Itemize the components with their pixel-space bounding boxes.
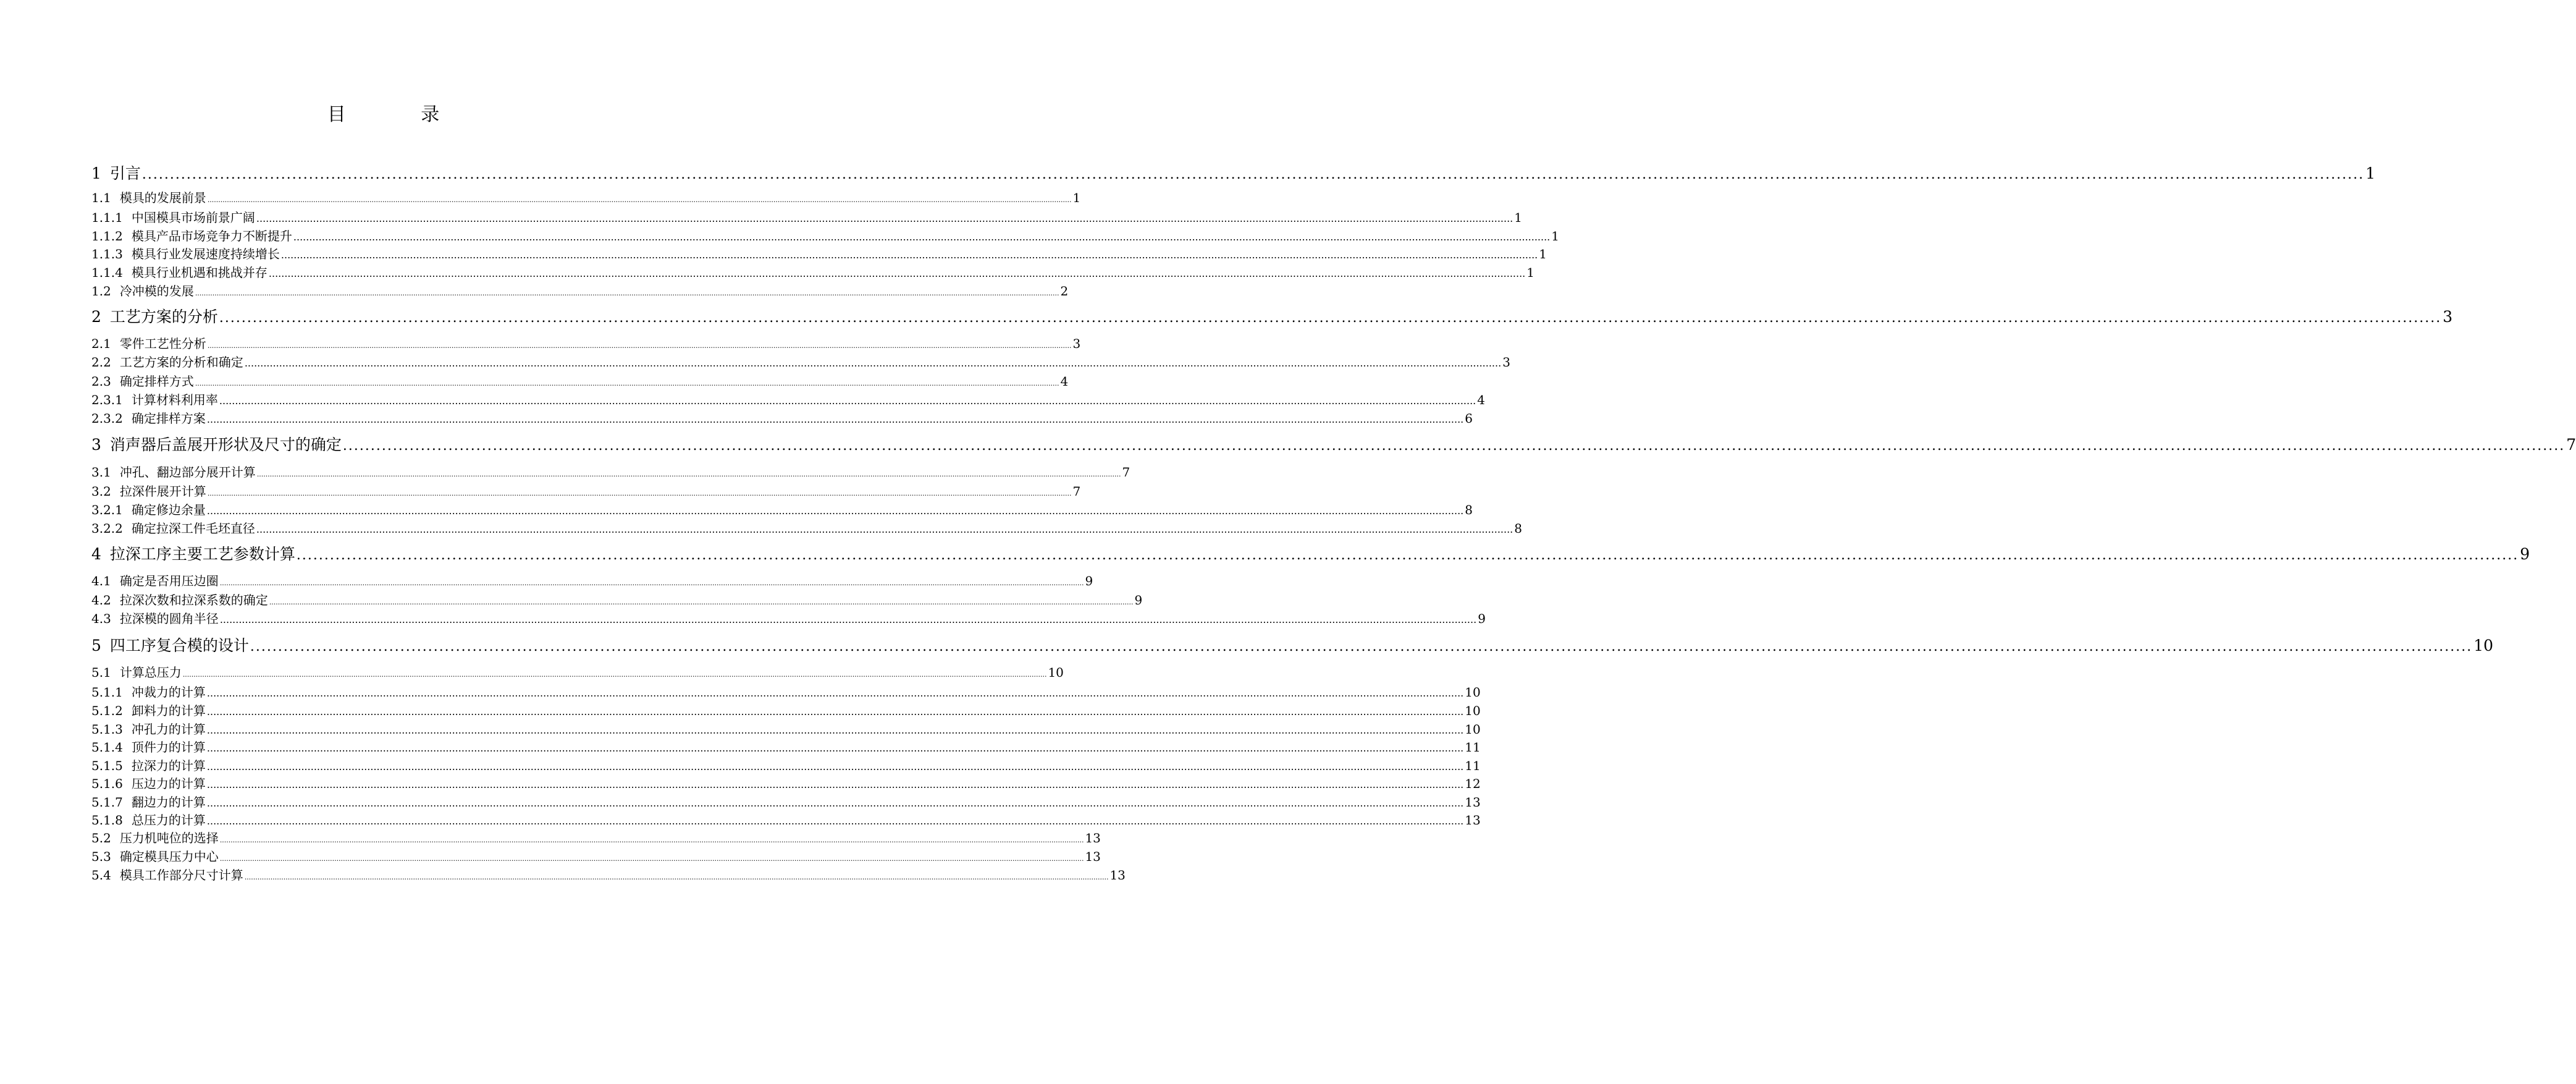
toc-entry[interactable] <box>91 462 1130 480</box>
toc-entry-page: 1 <box>1539 247 1547 261</box>
toc-dot-leader: ................................................................................................................................................................................................................................................................................................................................................................................................................ <box>256 470 1121 478</box>
toc-entry-label: 计算总压力 <box>119 665 182 680</box>
toc-entry-page: 13 <box>1465 813 1481 828</box>
toc-entry-number: 3 <box>91 436 101 454</box>
toc-entry-page: 4 <box>1060 374 1069 389</box>
toc-entry-label: 冲孔、翻边部分展开计算 <box>119 465 256 480</box>
toc-entry-page: 6 <box>1465 411 1473 426</box>
toc-entry-page: 1 <box>1526 265 1534 280</box>
toc-entry[interactable] <box>91 663 1064 680</box>
toc-entry[interactable] <box>91 519 1522 536</box>
toc-entry-number: 1.1.4 <box>91 265 123 280</box>
toc-entry[interactable] <box>91 334 1081 352</box>
toc-dot-leader: ................................................................................................................................................................................................................................................................................................................................................................................................................ <box>141 167 2365 182</box>
toc-entry[interactable] <box>91 542 2530 564</box>
toc-entry[interactable] <box>91 188 1081 206</box>
toc-entry-label: 顶件力的计算 <box>131 740 206 755</box>
toc-entry[interactable] <box>91 737 1481 755</box>
toc-entry[interactable] <box>91 774 1481 792</box>
toc-entry[interactable] <box>91 609 1486 627</box>
toc-entry-number: 5.1 <box>91 665 111 680</box>
toc-dot-leader: ................................................................................................................................................................................................................................................................................................................................................................................................................ <box>206 505 1464 517</box>
toc-entry-number: 2.1 <box>91 336 111 351</box>
toc-entry[interactable] <box>91 701 1481 719</box>
toc-entry-page: 7 <box>1122 465 1130 480</box>
toc-entry[interactable] <box>91 847 1101 865</box>
toc-entry-number: 4.2 <box>91 593 111 608</box>
toc-entry[interactable] <box>91 263 1534 281</box>
toc-dot-leader: ................................................................................................................................................................................................................................................................................................................................................................................................................ <box>206 797 1464 809</box>
toc-entry-number: 4.1 <box>91 574 111 588</box>
toc-entry-number: 1.1 <box>91 190 111 205</box>
toc-entry-page: 3 <box>2443 308 2453 326</box>
toc-entry-label: 冲裁力的计算 <box>131 685 206 700</box>
toc-dot-leader: ................................................................................................................................................................................................................................................................................................................................................................................................................ <box>250 639 2473 654</box>
toc-entry-label: 拉深件展开计算 <box>119 484 206 499</box>
toc-entry-label: 确定是否用压边圈 <box>119 574 219 588</box>
toc-entry-number: 5.1.7 <box>91 795 123 810</box>
toc-entry-label: 引言 <box>109 164 141 182</box>
toc-entry-page: 13 <box>1465 795 1481 810</box>
toc-entry-label: 模具的发展前景 <box>119 190 206 205</box>
toc-entry-page: 3 <box>1072 336 1081 351</box>
toc-entry-page: 2 <box>1060 284 1069 299</box>
toc-entry-number: 2.3 <box>91 374 111 389</box>
toc-entry-label: 工艺方案的分析和确定 <box>119 355 243 370</box>
toc-entry[interactable] <box>91 500 1473 518</box>
toc-dot-leader: ................................................................................................................................................................................................................................................................................................................................................................................................................ <box>219 836 1084 844</box>
toc-dot-leader: ................................................................................................................................................................................................................................................................................................................................................................................................................ <box>296 548 2519 563</box>
toc-entry-number: 5.1.6 <box>91 776 123 791</box>
toc-entry-label: 确定模具压力中心 <box>119 849 219 864</box>
toc-entry-number: 5.1.4 <box>91 740 123 755</box>
toc-entry-number: 2.3.1 <box>91 392 123 407</box>
toc-entry-number: 1.2 <box>91 284 111 299</box>
toc-dot-leader: ................................................................................................................................................................................................................................................................................................................................................................................................................ <box>293 231 1551 243</box>
toc-dot-leader: ................................................................................................................................................................................................................................................................................................................................................................................................................ <box>207 342 1072 350</box>
toc-dot-leader: ................................................................................................................................................................................................................................................................................................................................................................................................................ <box>219 395 1476 407</box>
toc-entry[interactable] <box>91 682 1481 700</box>
toc-entry-number: 1.1.3 <box>91 247 123 261</box>
toc-entry-number: 1.1.1 <box>91 210 123 225</box>
toc-entry-number: 5 <box>91 637 101 654</box>
toc-entry[interactable] <box>91 481 1081 499</box>
toc-entry-label: 模具行业机遇和挑战并存 <box>131 265 267 280</box>
toc-entry[interactable] <box>91 371 1069 389</box>
toc-entry-page: 9 <box>2520 545 2530 563</box>
toc-entry[interactable] <box>91 281 1069 299</box>
toc-entry-number: 5.1.5 <box>91 758 123 773</box>
toc-dot-leader: ................................................................................................................................................................................................................................................................................................................................................................................................................ <box>342 438 2565 454</box>
toc-entry-page: 7 <box>2566 436 2576 454</box>
toc-entry[interactable] <box>91 305 2453 327</box>
toc-dot-leader: ................................................................................................................................................................................................................................................................................................................................................................................................................ <box>195 289 1059 297</box>
toc-entry-page: 8 <box>1514 521 1522 536</box>
toc-dot-leader: ................................................................................................................................................................................................................................................................................................................................................................................................................ <box>268 268 1526 279</box>
toc-entry[interactable] <box>91 161 2376 184</box>
toc-entry-page: 8 <box>1465 502 1473 517</box>
toc-entry-page: 13 <box>1085 849 1101 864</box>
toc-entry-label: 拉深模的圆角半径 <box>119 611 219 626</box>
toc-dot-leader: ................................................................................................................................................................................................................................................................................................................................................................................................................ <box>206 706 1464 718</box>
toc-entry[interactable] <box>91 792 1481 810</box>
toc-entry-page: 11 <box>1465 740 1481 755</box>
toc-dot-leader: ................................................................................................................................................................................................................................................................................................................................................................................................................ <box>256 523 1513 535</box>
toc-entry-page: 12 <box>1465 776 1481 791</box>
toc-entry-number: 2.2 <box>91 355 111 370</box>
toc-entry-label: 总压力的计算 <box>131 813 206 828</box>
toc-entry[interactable] <box>91 390 1485 408</box>
toc-entry-number: 3.1 <box>91 465 111 480</box>
toc-entry[interactable] <box>91 571 1093 589</box>
toc-entry-label: 零件工艺性分析 <box>119 336 206 351</box>
toc-entry-label: 冷冲模的发展 <box>119 284 194 299</box>
toc-entry-label: 确定拉深工件毛坯直径 <box>131 521 255 536</box>
toc-dot-leader: ................................................................................................................................................................................................................................................................................................................................................................................................................ <box>269 598 1134 606</box>
toc-dot-leader: ................................................................................................................................................................................................................................................................................................................................................................................................................ <box>182 671 1047 679</box>
toc-entry-page: 10 <box>1465 722 1481 737</box>
toc-dot-leader: ................................................................................................................................................................................................................................................................................................................................................................................................................ <box>195 379 1059 387</box>
toc-entry-page: 9 <box>1478 611 1486 626</box>
toc-entry-number: 5.4 <box>91 868 111 883</box>
toc-entry[interactable] <box>91 244 1547 262</box>
toc-entry[interactable] <box>91 865 1126 883</box>
toc-entry-page: 4 <box>1477 392 1485 407</box>
toc-entry-number: 1.1.2 <box>91 229 123 243</box>
toc-entry[interactable] <box>91 352 1510 370</box>
toc-dot-leader: ................................................................................................................................................................................................................................................................................................................................................................................................................ <box>206 724 1464 736</box>
toc-dot-leader: ................................................................................................................................................................................................................................................................................................................................................................................................................ <box>219 614 1477 625</box>
toc-entry-page: 11 <box>1465 758 1481 773</box>
toc-entry[interactable] <box>91 590 1143 608</box>
toc-title: 目 录 <box>327 104 474 125</box>
toc-entry-label: 模具产品市场竞争力不断提升 <box>131 229 292 243</box>
toc-entry-number: 5.2 <box>91 831 111 845</box>
toc-dot-leader: ................................................................................................................................................................................................................................................................................................................................................................................................................ <box>244 873 1109 881</box>
toc-entry-number: 1 <box>91 164 101 182</box>
toc-dot-leader: ................................................................................................................................................................................................................................................................................................................................................................................................................ <box>206 742 1464 754</box>
toc-entry-number: 2.3.2 <box>91 411 123 426</box>
toc-entry-page: 3 <box>1502 355 1510 370</box>
toc-entry[interactable] <box>91 433 2576 455</box>
toc-entry-label: 消声器后盖展开形状及尺寸的确定 <box>109 436 342 454</box>
toc-entry-page: 10 <box>1465 685 1481 700</box>
toc-entry-label: 拉深力的计算 <box>131 758 206 773</box>
toc-dot-leader: ................................................................................................................................................................................................................................................................................................................................................................................................................ <box>280 249 1538 261</box>
toc-entry-page: 7 <box>1072 484 1081 499</box>
toc-entry-page: 1 <box>1551 229 1559 243</box>
toc-entry-page: 10 <box>1048 665 1064 680</box>
toc-entry-label: 翻边力的计算 <box>131 795 206 810</box>
toc-entry-page: 13 <box>1085 831 1101 845</box>
toc-entry[interactable] <box>91 226 1559 244</box>
toc-entry-label: 卸料力的计算 <box>131 703 206 718</box>
toc-entry[interactable] <box>91 208 1522 226</box>
toc-dot-leader: ................................................................................................................................................................................................................................................................................................................................................................................................................ <box>207 489 1072 498</box>
toc-entry[interactable] <box>91 810 1481 828</box>
toc-dot-leader: ................................................................................................................................................................................................................................................................................................................................................................................................................ <box>256 213 1513 224</box>
toc-entry[interactable] <box>91 756 1481 774</box>
toc-entry[interactable] <box>91 409 1473 426</box>
toc-entry-number: 2 <box>91 308 101 326</box>
toc-entry-page: 10 <box>1465 703 1481 718</box>
toc-entry[interactable] <box>91 828 1101 846</box>
toc-entry-label: 确定排样方案 <box>131 411 206 426</box>
toc-entry-number: 4 <box>91 545 101 563</box>
toc-entry-number: 4.3 <box>91 611 111 626</box>
toc-entry-label: 四工序复合模的设计 <box>109 637 249 654</box>
toc-entry-number: 3.2 <box>91 484 111 499</box>
toc-entry-label: 压边力的计算 <box>131 776 206 791</box>
toc-entry-label: 计算材料利用率 <box>131 392 218 407</box>
toc-dot-leader: ................................................................................................................................................................................................................................................................................................................................................................................................................ <box>219 579 1084 587</box>
toc-entry-page: 1 <box>1514 210 1522 225</box>
toc-entry-number: 3.2.2 <box>91 521 123 536</box>
toc-dot-leader: ................................................................................................................................................................................................................................................................................................................................................................................................................ <box>207 196 1072 204</box>
toc-entry-label: 中国模具市场前景广阔 <box>131 210 255 225</box>
toc-entry-page: 9 <box>1134 593 1143 608</box>
toc-entry-label: 工艺方案的分析 <box>109 308 218 326</box>
toc-entry-label: 压力机吨位的选择 <box>119 831 219 845</box>
toc-entry-page: 10 <box>2473 637 2493 654</box>
toc-dot-leader: ................................................................................................................................................................................................................................................................................................................................................................................................................ <box>219 855 1084 863</box>
toc-entry-number: 3.2.1 <box>91 502 123 517</box>
toc-dot-leader: ................................................................................................................................................................................................................................................................................................................................................................................................................ <box>219 310 2442 326</box>
toc-entry-number: 5.1.8 <box>91 813 123 828</box>
toc-dot-leader: ................................................................................................................................................................................................................................................................................................................................................................................................................ <box>206 815 1464 827</box>
toc-dot-leader: ................................................................................................................................................................................................................................................................................................................................................................................................................ <box>206 779 1464 790</box>
toc-entry-page: 9 <box>1085 574 1093 588</box>
toc-entry[interactable] <box>91 719 1481 737</box>
toc-entry-number: 5.3 <box>91 849 111 864</box>
toc-entry-number: 5.1.3 <box>91 722 123 737</box>
toc-entry-number: 5.1.1 <box>91 685 123 700</box>
toc-entry-number: 5.1.2 <box>91 703 123 718</box>
toc-entry-label: 确定修边余量 <box>131 502 206 517</box>
toc-entry-label: 拉深工序主要工艺参数计算 <box>109 545 295 563</box>
toc-entry-label: 冲孔力的计算 <box>131 722 206 737</box>
toc-entry-label: 模具工作部分尺寸计算 <box>119 868 243 883</box>
toc-entry-page: 13 <box>1109 868 1126 883</box>
toc-dot-leader: ................................................................................................................................................................................................................................................................................................................................................................................................................ <box>206 687 1464 699</box>
toc-entry-label: 拉深次数和拉深系数的确定 <box>119 593 268 608</box>
toc-entry-page: 1 <box>2365 164 2376 182</box>
toc-entry-label: 模具行业发展速度持续增长 <box>131 247 280 261</box>
toc-entry-label: 确定排样方式 <box>119 374 194 389</box>
toc-entry-page: 1 <box>1072 190 1081 205</box>
toc-dot-leader: ................................................................................................................................................................................................................................................................................................................................................................................................................ <box>206 761 1464 773</box>
toc-dot-leader: ................................................................................................................................................................................................................................................................................................................................................................................................................ <box>206 413 1464 425</box>
toc-dot-leader: ................................................................................................................................................................................................................................................................................................................................................................................................................ <box>244 357 1502 369</box>
toc-entry[interactable] <box>91 633 2493 656</box>
